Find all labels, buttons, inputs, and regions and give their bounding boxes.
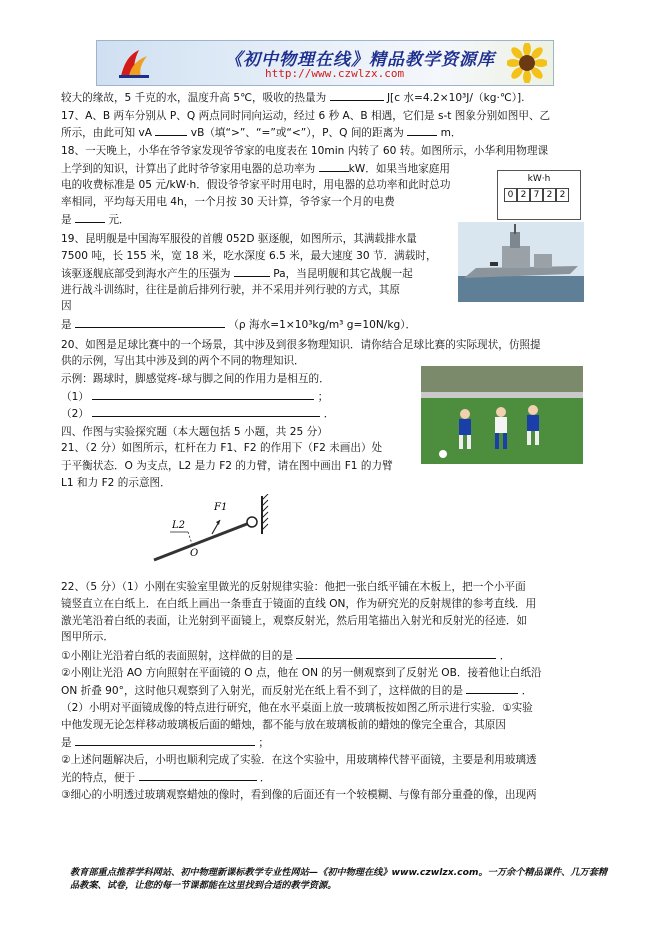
text-line: 上学到的知识，计算出了此时爷爷家用电器的总功率为 kW．如果当地家庭用 bbox=[61, 160, 450, 177]
label-l2: L2 bbox=[172, 520, 186, 531]
answer-blank[interactable] bbox=[92, 388, 314, 400]
text-line: 较大的缘故，5 千克的水，温度升高 5℃，吸收的热量为 J[c 水=4.2×10³J/（kg·℃）]. bbox=[61, 89, 525, 106]
answer-blank[interactable] bbox=[234, 265, 270, 277]
meter-digit: 2 bbox=[517, 188, 530, 202]
answer-blank[interactable] bbox=[296, 647, 496, 659]
answer-line-1: （1） ； bbox=[61, 388, 328, 405]
answer-blank[interactable] bbox=[407, 124, 437, 136]
question-22-line: 22、（5 分）（1）小刚在实验室里做光的反射规律实验：他把一张白纸平铺在木板上，把一个小平面 bbox=[61, 581, 526, 593]
question-19-line: 19、昆明舰是中国海军服役的首艘 052D 驱逐舰，如图所示，其满载排水量 bbox=[61, 233, 417, 245]
meter-digits bbox=[504, 188, 569, 202]
meter-digit: 7 bbox=[530, 188, 543, 202]
text-line: L1 和力 F2 的示意图． bbox=[61, 477, 171, 489]
answer-blank[interactable] bbox=[466, 682, 518, 694]
site-logo-icon bbox=[117, 46, 151, 80]
question-18-line: 18、一天晚上，小华在爷爷家发现爷爷家的电度表在 10min 内转了 60 转。如图所示，小华利用物理课 bbox=[61, 145, 549, 157]
text-line: 因 bbox=[61, 300, 72, 312]
text-line: 所示，由此可知 vA vB（填“>”、“=”或“<”），P、Q 间的距离为 m． bbox=[61, 124, 461, 141]
text-line: 是 元． bbox=[61, 211, 130, 228]
electric-meter-figure bbox=[497, 170, 581, 220]
text-line: 供的示例，写出其中涉及到的两个不同的物理知识． bbox=[61, 355, 305, 367]
meter-digit: 2 bbox=[556, 188, 569, 202]
answer-blank[interactable] bbox=[75, 316, 225, 328]
meter-digit: 2 bbox=[543, 188, 556, 202]
text-line: ③细心的小明透过玻璃观察蜡烛的像时，看到像的后面还有一个较模糊、与像有部分重叠的像，出现两 bbox=[61, 789, 537, 801]
text-line: ON 折叠 90°，这时他只观察到了入射光，而反射光在纸上看不到了，这样做的目的是 ． bbox=[61, 682, 532, 699]
answer-blank[interactable] bbox=[155, 124, 187, 136]
text-line: 电的收费标准是 05 元/kW·h．假设爷爷家平时用电时，用电器的总功率和此时总功 bbox=[61, 179, 451, 191]
lever-diagram bbox=[148, 494, 278, 566]
page-footer: 教育部重点推荐学科网站、初中物理新课标教学专业性网站—《初中物理在线》www.czwlzx.com。一万余个精品课件、几万套精品教案、试卷，让您的每一节课都能在这里找到合适的教学资源。 bbox=[70, 867, 608, 891]
banner-url[interactable]: http://www.czwlzx.com bbox=[265, 67, 405, 80]
question-21-line: 21、（2 分）如图所示，杠杆在力 F1、F2 的作用下（F2 未画出）处 bbox=[61, 442, 383, 454]
label-o: O bbox=[190, 548, 199, 559]
text-line: 于平衡状态．O 为支点，L2 是力 F2 的力臂，请在图中画出 F1 的力臂 bbox=[61, 460, 393, 472]
text-line: 图甲所示． bbox=[61, 631, 114, 643]
text-line: ②上述问题解决后，小明也顺利完成了实验．在这个实验中，用玻璃棒代替平面镜，主要是利用玻璃透 bbox=[61, 754, 537, 766]
answer-blank[interactable] bbox=[330, 89, 384, 101]
header-banner bbox=[96, 40, 554, 86]
text-line: 率相同，平均每天用电 4h，一个月按 30 天计算，爷爷家一个月的电费 bbox=[61, 196, 395, 208]
label-f1: F1 bbox=[214, 502, 228, 513]
section-4-heading: 四、作图与实验探究题（本大题包括 5 小题，共 25 分） bbox=[61, 426, 328, 438]
warship-photo bbox=[458, 222, 584, 302]
text-line: 是 （ρ 海水=1×10³kg/m³ g=10N/kg）． bbox=[61, 316, 416, 333]
text-line: 激光笔沿着白纸的表面，让光射到平面镜上，观察反射光，然后用笔描出入射光和反射光的径迹．如 bbox=[61, 615, 528, 627]
question-20-line: 20、如图是足球比赛中的一个场景，其中涉及到很多物理知识．请你结合足球比赛的实际现状，仿照提 bbox=[61, 339, 541, 351]
text-line: 中他发现无论怎样移动玻璃板后面的蜡烛，都不能与放在玻璃板前的蜡烛的像完全重合，其原因 bbox=[61, 719, 506, 731]
meter-unit: kW·h bbox=[527, 174, 551, 184]
answer-blank[interactable] bbox=[139, 769, 257, 781]
text-line: 是 ； bbox=[61, 734, 269, 751]
answer-blank[interactable] bbox=[75, 734, 255, 746]
text-line: 进行战斗训练时，往往是前后排列行驶，并不采用并列行驶的方式，其原 bbox=[61, 284, 400, 296]
text-line: 该驱逐舰底部受到海水产生的压强为 Pa，当昆明舰和其它战舰一起 bbox=[61, 265, 413, 282]
question-17-line: 17、A、B 两车分别从 P、Q 两点同时同向运动，经过 6 秒 A、B 相遇，它们是 s-t 图象分别如图甲、乙 bbox=[61, 110, 551, 122]
sunflower-icon bbox=[507, 43, 547, 83]
text-line: ②小刚让光沿 AO 方向照射在平面镜的 O 点，他在 ON 的另一侧观察到了反射光 OB．接着他让白纸沿 bbox=[61, 667, 542, 679]
text-line: ①小刚让光沿着白纸的表面照射，这样做的目的是 ． bbox=[61, 647, 510, 664]
text-line: （2）小明对平面镜成像的特点进行研究，他在水平桌面上放一玻璃板按如图乙所示进行实验．①实验 bbox=[61, 702, 533, 714]
soccer-photo bbox=[421, 366, 583, 464]
answer-blank[interactable] bbox=[319, 160, 349, 172]
meter-digit: 0 bbox=[504, 188, 517, 202]
banner-title: 《初中物理在线》精品教学资源库 bbox=[225, 50, 495, 70]
answer-line-2: （2） ． bbox=[61, 405, 334, 422]
text-line: 光的特点，便于 ． bbox=[61, 769, 271, 786]
answer-blank[interactable] bbox=[92, 405, 320, 417]
text-line: 7500 吨，长 155 米，宽 18 米，吃水深度 6.5 米，最大速度 30 节．满载时， bbox=[61, 250, 437, 262]
answer-blank[interactable] bbox=[75, 211, 105, 223]
example-line: 示例：踢球时，脚感觉疼-球与脚之间的作用力是相互的． bbox=[61, 373, 330, 385]
text-line: 镜竖直立在白纸上．在白纸上画出一条垂直于镜面的直线 ON，作为研究光的反射规律的参考直线．用 bbox=[61, 598, 537, 610]
